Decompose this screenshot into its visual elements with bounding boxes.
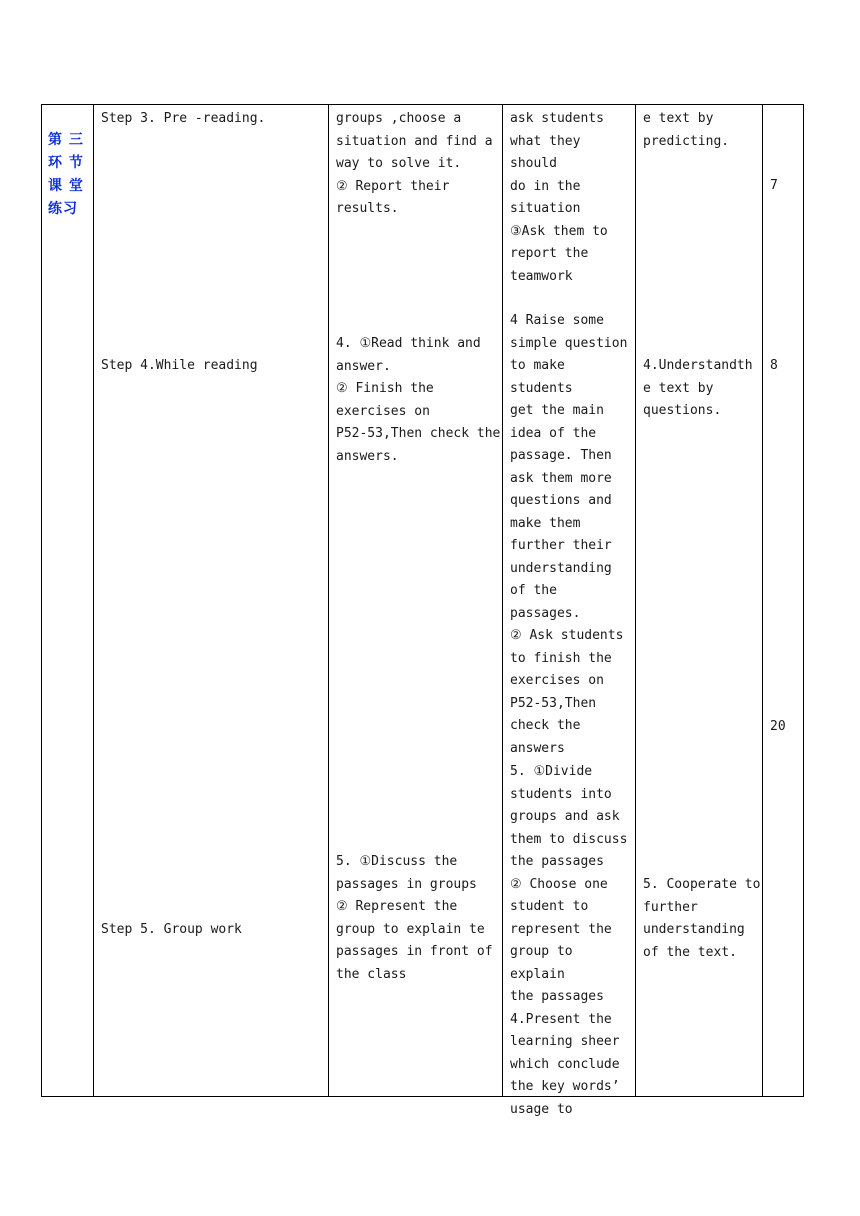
student-activity-cell	[329, 105, 503, 1097]
lesson-plan-table	[41, 104, 804, 1117]
teacher-activity-step-4: 4 Raise some simple question to make students get the main idea of the passage. Then ask them more questions and make them further their understanding of the passages. ② Ask students to finish the exercises on P52-53,Then check the answers	[510, 313, 628, 756]
step-cell	[94, 105, 329, 1097]
student-activity-step-5: 5. ①Discuss the passages in groups ② Represent the group to explain te passages in front of the class	[336, 854, 493, 982]
minutes-cell	[763, 105, 804, 1097]
step-3-label: Step 3. Pre -reading.	[101, 111, 266, 126]
step-4-label: Step 4.While reading	[101, 358, 258, 373]
student-activity-step-3: groups ,choose a situation and find a way to solve it. ② Report their results.	[336, 111, 493, 216]
teacher-activity-step-5: 5. ①Divide students into groups and ask them to discuss the passages ② Choose one student to represent the group to explain the passages 4.Present the learning sheer which conclude the key words’ usage to	[510, 764, 628, 1117]
teacher-activity-step-3: ask students what they should do in the situation ③Ask them to report the teamwork	[510, 111, 608, 284]
purpose-step-4: 4.Understandth e text by questions.	[643, 358, 753, 418]
table-row	[42, 105, 804, 1097]
teacher-activity-cell	[503, 105, 636, 1117]
section-label: 第 三 环 节 课 堂 练习	[48, 132, 84, 217]
section-cell	[42, 105, 94, 1097]
purpose-step-3: e text by predicting.	[643, 111, 730, 149]
minutes-step-3: 7	[770, 178, 778, 193]
student-activity-step-4: 4. ①Read think and answer. ② Finish the exercises on P52-53,Then check the answers.	[336, 336, 501, 464]
step-5-label: Step 5. Group work	[101, 922, 242, 937]
minutes-step-4: 8	[770, 358, 778, 373]
purpose-cell	[636, 105, 763, 1097]
purpose-step-5: 5. Cooperate to further understanding of the text.	[643, 877, 761, 960]
minutes-step-5: 20	[770, 719, 786, 734]
